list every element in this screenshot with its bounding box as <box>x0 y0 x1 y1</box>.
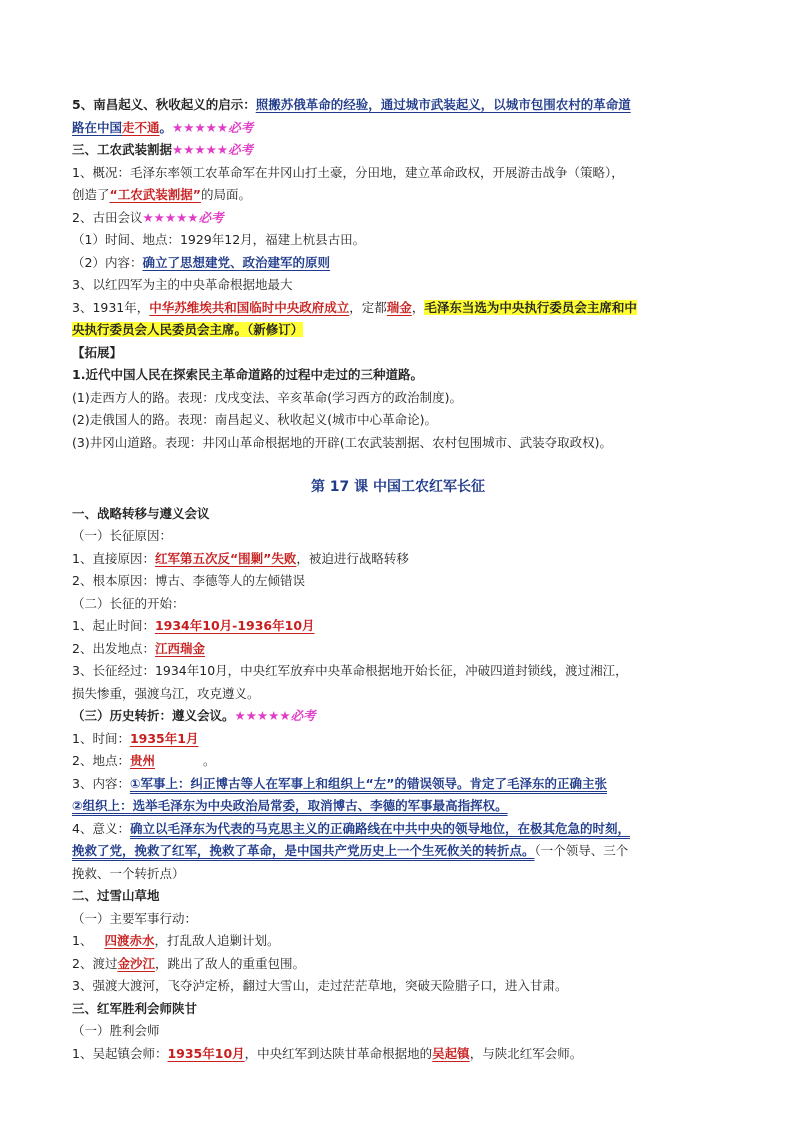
star-rating-icon: ★★★★★ <box>234 708 291 723</box>
insight-end-punct: 。 <box>159 119 173 135</box>
lesson-insight-line-2 <box>72 117 724 140</box>
document-page <box>72 94 724 1065</box>
text: 三、红军胜利会师陕甘 <box>72 1000 198 1016</box>
key-term: 瑞金 <box>386 299 412 315</box>
key-term: 1934年10月-1936年10月 <box>154 618 315 633</box>
subheading <box>72 908 724 931</box>
text: 第 17 课 中国工农红军长征 <box>310 479 486 495</box>
text: 3、内容： <box>72 775 130 791</box>
paragraph-line <box>72 863 724 886</box>
paragraph-line <box>72 274 724 297</box>
text: ，与陕北红军会师。 <box>469 1045 583 1061</box>
highlighted-text: 央执行委员会人民委员会主席。（新修订） <box>72 322 304 337</box>
text: （二）长征的开始： <box>72 595 185 611</box>
text: 创造了 <box>72 187 110 202</box>
text: ，被迫进行战略转移 <box>296 550 409 566</box>
key-term: 1935年10月 <box>167 1045 245 1061</box>
text: ，打乱敌人追剿计划。 <box>154 933 280 948</box>
insight-key-term: 走不通 <box>122 119 160 135</box>
key-term: “工农武装割据” <box>109 187 201 202</box>
text: (1)走西方人的路。表现：戊戌变法、辛亥革命(学习西方的政治制度)。 <box>72 389 462 405</box>
paragraph-line <box>72 364 724 387</box>
paragraph-line <box>72 252 724 275</box>
paragraph-line <box>72 638 724 661</box>
paragraph-line <box>72 615 724 638</box>
text: ，定都 <box>349 299 387 315</box>
paragraph-line <box>72 930 724 953</box>
lesson-insight-line-1 <box>72 94 724 117</box>
text: 3、强渡大渡河，飞夺泸定桥，翻过大雪山，走过茫茫草地，突破天险腊子口，进入甘肃。 <box>72 978 568 993</box>
lesson-title <box>72 476 724 499</box>
text: 1、概况：毛泽东率领工农革命军在井冈山打土豪，分田地，建立革命政权，开展游击战争（策略）， <box>72 164 624 180</box>
paragraph-line <box>72 818 724 841</box>
paragraph-line <box>72 840 724 863</box>
star-rating-icon: ★★★★★ <box>142 209 199 225</box>
text: ，跳出了敌人的重重包围。 <box>154 955 305 971</box>
paragraph-line <box>72 975 724 998</box>
text: 2、根本原因：博古、李德等人的左倾错误 <box>72 573 305 588</box>
text: （1）时间、地点：1929年12月，福建上杭县古田。 <box>72 232 366 247</box>
text: 。 <box>202 753 216 768</box>
text: 1.近代中国人民在探索民主革命道路的过程中走过的三种道路。 <box>72 367 423 382</box>
paragraph-line <box>72 795 724 818</box>
star-rating-icon: ★★★★★ <box>172 142 229 157</box>
paragraph-line <box>72 773 724 796</box>
paragraph-line <box>72 683 724 706</box>
must-test-badge: 必考 <box>290 708 316 723</box>
insight-text: 照搬苏俄革命的经验，通过城市武装起义，以城市包围农村的革命道 <box>255 97 631 112</box>
paragraph-line <box>72 1043 724 1066</box>
section-heading <box>72 503 724 526</box>
paragraph-line <box>72 750 724 773</box>
section-heading-armed-separatism <box>72 139 724 162</box>
key-term: 确立以毛泽东为代表的马克思主义的正确路线在中共中央的领导地位，在极其危急的时刻， <box>129 820 630 836</box>
text: 一、战略转移与遵义会议 <box>72 505 210 521</box>
paragraph-line <box>72 319 724 342</box>
key-term: ②组织上：选举毛泽东为中央政治局常委，取消博古、李德的军事最高指挥权。 <box>72 798 508 813</box>
key-term: 四渡赤水 <box>104 933 155 948</box>
text: 3、1931年， <box>72 299 150 315</box>
text: 1、直接原因： <box>72 550 155 566</box>
key-term: 金沙江 <box>117 955 155 971</box>
key-term: 吴起镇 <box>432 1045 470 1061</box>
paragraph-line <box>72 409 724 432</box>
subheading <box>72 593 724 616</box>
text: 1、吴起镇会师： <box>72 1045 168 1061</box>
paragraph-line <box>72 207 724 230</box>
key-term: ①军事上：纠正博古等人在军事上和组织上“左”的错误领导。肯定了毛泽东的正确主张 <box>129 775 607 791</box>
text: 3、长征经过：1934年10月，中央红军放弃中央革命根据地开始长征，冲破四道封锁线，渡过湘江， <box>72 663 628 678</box>
must-test-badge: 必考 <box>228 142 254 157</box>
paragraph-line <box>72 297 724 320</box>
key-term: 确立了思想建党、政治建军的原则 <box>142 254 330 270</box>
section-heading-text: 三、工农武装割据 <box>72 142 173 157</box>
text: 2、地点： <box>72 753 130 768</box>
text: 二、过雪山草地 <box>72 888 160 903</box>
text: ，中央红军到达陕甘革命根据地的 <box>244 1045 433 1061</box>
paragraph-line <box>72 162 724 185</box>
text: 2、古田会议 <box>72 209 143 225</box>
text: 【拓展】 <box>72 344 123 360</box>
paragraph-line <box>72 432 724 455</box>
text: (3)井冈山道路。表现：井冈山革命根据地的开辟(工农武装割据、农村包围城市、武装夺取政权)。 <box>72 434 612 450</box>
text: （一）主要军事行动： <box>72 910 198 926</box>
paragraph-line <box>72 387 724 410</box>
key-term: 挽救了党，挽救了红军，挽救了革命，是中国共产党历史上一个生死攸关的转折点。 <box>72 843 535 858</box>
text: （一）胜利会师 <box>72 1023 160 1038</box>
text: 4、意义： <box>72 820 130 836</box>
paragraph-line <box>72 953 724 976</box>
paragraph-line <box>72 570 724 593</box>
text: 的局面。 <box>200 187 251 202</box>
must-test-badge: 必考 <box>228 119 254 135</box>
text: 1、 <box>72 933 93 948</box>
highlighted-text: 毛泽东当选为中央执行委员会主席和中 <box>424 299 637 315</box>
text: 损失惨重，强渡乌江，攻克遵义。 <box>72 685 260 701</box>
text: ， <box>411 299 425 315</box>
text: 1、起止时间： <box>72 618 155 633</box>
star-rating-icon: ★★★★★ <box>172 119 229 135</box>
key-term: 红军第五次反“围剿”失败 <box>154 550 297 566</box>
paragraph-line <box>72 548 724 571</box>
section-heading <box>72 998 724 1021</box>
text: 2、出发地点： <box>72 640 155 656</box>
text: 挽救、一个转折点） <box>72 865 185 881</box>
key-term: 中华苏维埃共和国临时中央政府成立 <box>149 299 350 315</box>
key-term: 1935年1月 <box>129 730 199 746</box>
text: （一）长征原因： <box>72 528 173 543</box>
subheading <box>72 1020 724 1043</box>
insight-label: 5、南昌起义、秋收起义的启示： <box>72 97 256 112</box>
text: （2）内容： <box>72 254 143 270</box>
must-test-badge: 必考 <box>198 209 224 225</box>
text: (2)走俄国人的路。表现：南昌起义、秋收起义(城市中心革命论)。 <box>72 412 437 427</box>
text: （一个领导、三个 <box>534 843 629 858</box>
paragraph-line <box>72 229 724 252</box>
paragraph-line <box>72 728 724 751</box>
paragraph-line <box>72 660 724 683</box>
text: （三）历史转折：遵义会议。 <box>72 708 235 723</box>
key-term: 贵州 <box>129 753 155 768</box>
text: 1、时间： <box>72 730 130 746</box>
insight-text-cont: 路在中国 <box>72 119 123 135</box>
text: 3、以红四军为主的中央革命根据地最大 <box>72 277 293 292</box>
key-term: 江西瑞金 <box>154 640 205 656</box>
subheading <box>72 525 724 548</box>
subheading <box>72 705 724 728</box>
extension-heading <box>72 342 724 365</box>
text: 2、渡过 <box>72 955 118 971</box>
section-heading <box>72 885 724 908</box>
paragraph-line <box>72 184 724 207</box>
